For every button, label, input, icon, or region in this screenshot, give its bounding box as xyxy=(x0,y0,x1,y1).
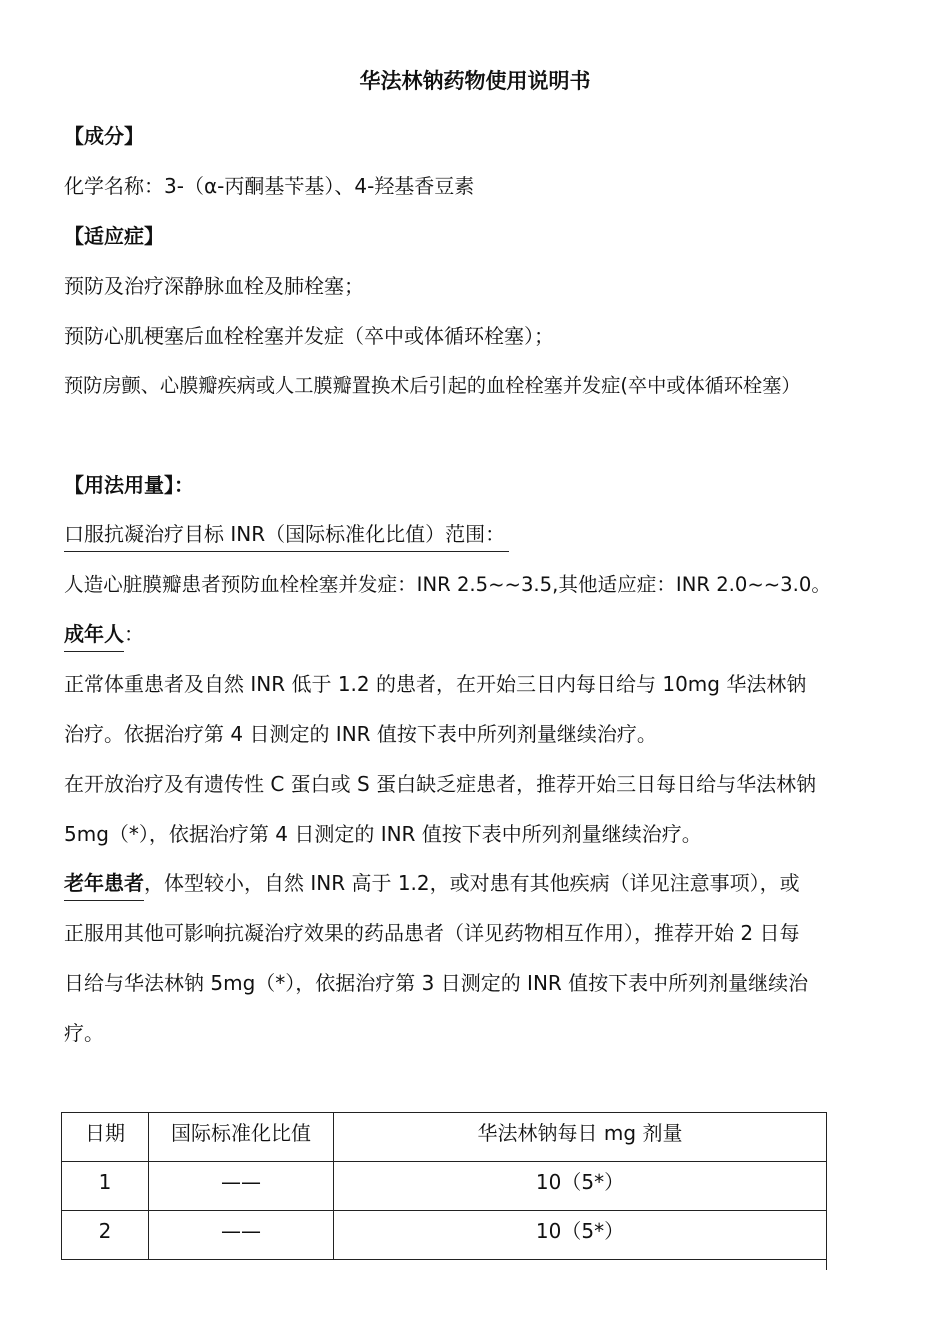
cell-inr: —— xyxy=(149,1162,334,1211)
ingredients-heading: 【成分】 xyxy=(64,124,144,148)
adult-para2-line: 5mg（*），依据治疗第 4 日测定的 INR 值按下表中所列剂量继续治疗。 xyxy=(64,822,702,846)
adult-para1-line: 治疗。依据治疗第 4 日测定的 INR 值按下表中所列剂量继续治疗。 xyxy=(64,722,657,746)
inr-values: 人造心脏膜瓣患者预防血栓栓塞并发症：INR 2.5~~3.5,其他适应症：INR 2.0~~3.0。 xyxy=(64,573,831,596)
elderly-para-line xyxy=(64,869,800,901)
table-header-row xyxy=(62,1113,827,1162)
header-date: 日期 xyxy=(62,1113,149,1162)
adult-para1-line: 正常体重患者及自然 INR 低于 1.2 的患者，在开始三日内每日给与 10mg 华法林钠 xyxy=(64,672,807,696)
document-title: 华法林钠药物使用说明书 xyxy=(359,69,591,93)
elderly-para-line: 正服用其他可影响抗凝治疗效果的药品患者（详见药物相互作用），推荐开始 2 日每 xyxy=(64,921,800,945)
inr-target xyxy=(64,520,509,552)
elderly-para-line: 疗。 xyxy=(64,1021,104,1045)
adult-colon: ： xyxy=(124,622,144,646)
dosage-heading: 【用法用量】： xyxy=(64,473,194,497)
adult-label: 成年人 xyxy=(64,620,124,652)
table-right-rule xyxy=(826,1112,827,1270)
indication-item: 预防房颤、心膜瓣疾病或人工膜瓣置换术后引起的血栓栓塞并发症(卒中或体循环栓塞） xyxy=(64,374,801,397)
header-dose: 华法林钠每日 mg 剂量 xyxy=(334,1113,827,1162)
adult-heading xyxy=(64,620,144,652)
table-row xyxy=(62,1162,827,1211)
elderly-para-line: 日给与华法林钠 5mg（*），依据治疗第 3 日测定的 INR 值按下表中所列剂量继续治 xyxy=(64,971,809,995)
table-row xyxy=(62,1211,827,1260)
elderly-label: 老年患者 xyxy=(64,869,144,901)
inr-target-text: 口服抗凝治疗目标 INR（国际标准化比值）范围： xyxy=(64,520,509,552)
adult-para2-line: 在开放治疗及有遗传性 C 蛋白或 S 蛋白缺乏症患者，推荐开始三日每日给与华法林钠 xyxy=(64,772,817,796)
chemical-name: 化学名称：3-（α-丙酮基苄基）、4-羟基香豆素 xyxy=(64,174,475,198)
dosage-table xyxy=(61,1112,827,1260)
elderly-text: ，体型较小，自然 INR 高于 1.2，或对患有其他疾病（详见注意事项），或 xyxy=(144,871,800,895)
header-inr: 国际标准化比值 xyxy=(149,1113,334,1162)
cell-day: 2 xyxy=(62,1211,149,1260)
cell-day: 1 xyxy=(62,1162,149,1211)
cell-inr: —— xyxy=(149,1211,334,1260)
cell-dose: 10（5*） xyxy=(334,1211,827,1260)
indication-item: 预防及治疗深静脉血栓及肺栓塞； xyxy=(64,274,364,298)
indications-heading: 【适应症】 xyxy=(64,224,164,248)
cell-dose: 10（5*） xyxy=(334,1162,827,1211)
indication-item: 预防心肌梗塞后血栓栓塞并发症（卒中或体循环栓塞）； xyxy=(64,324,554,348)
